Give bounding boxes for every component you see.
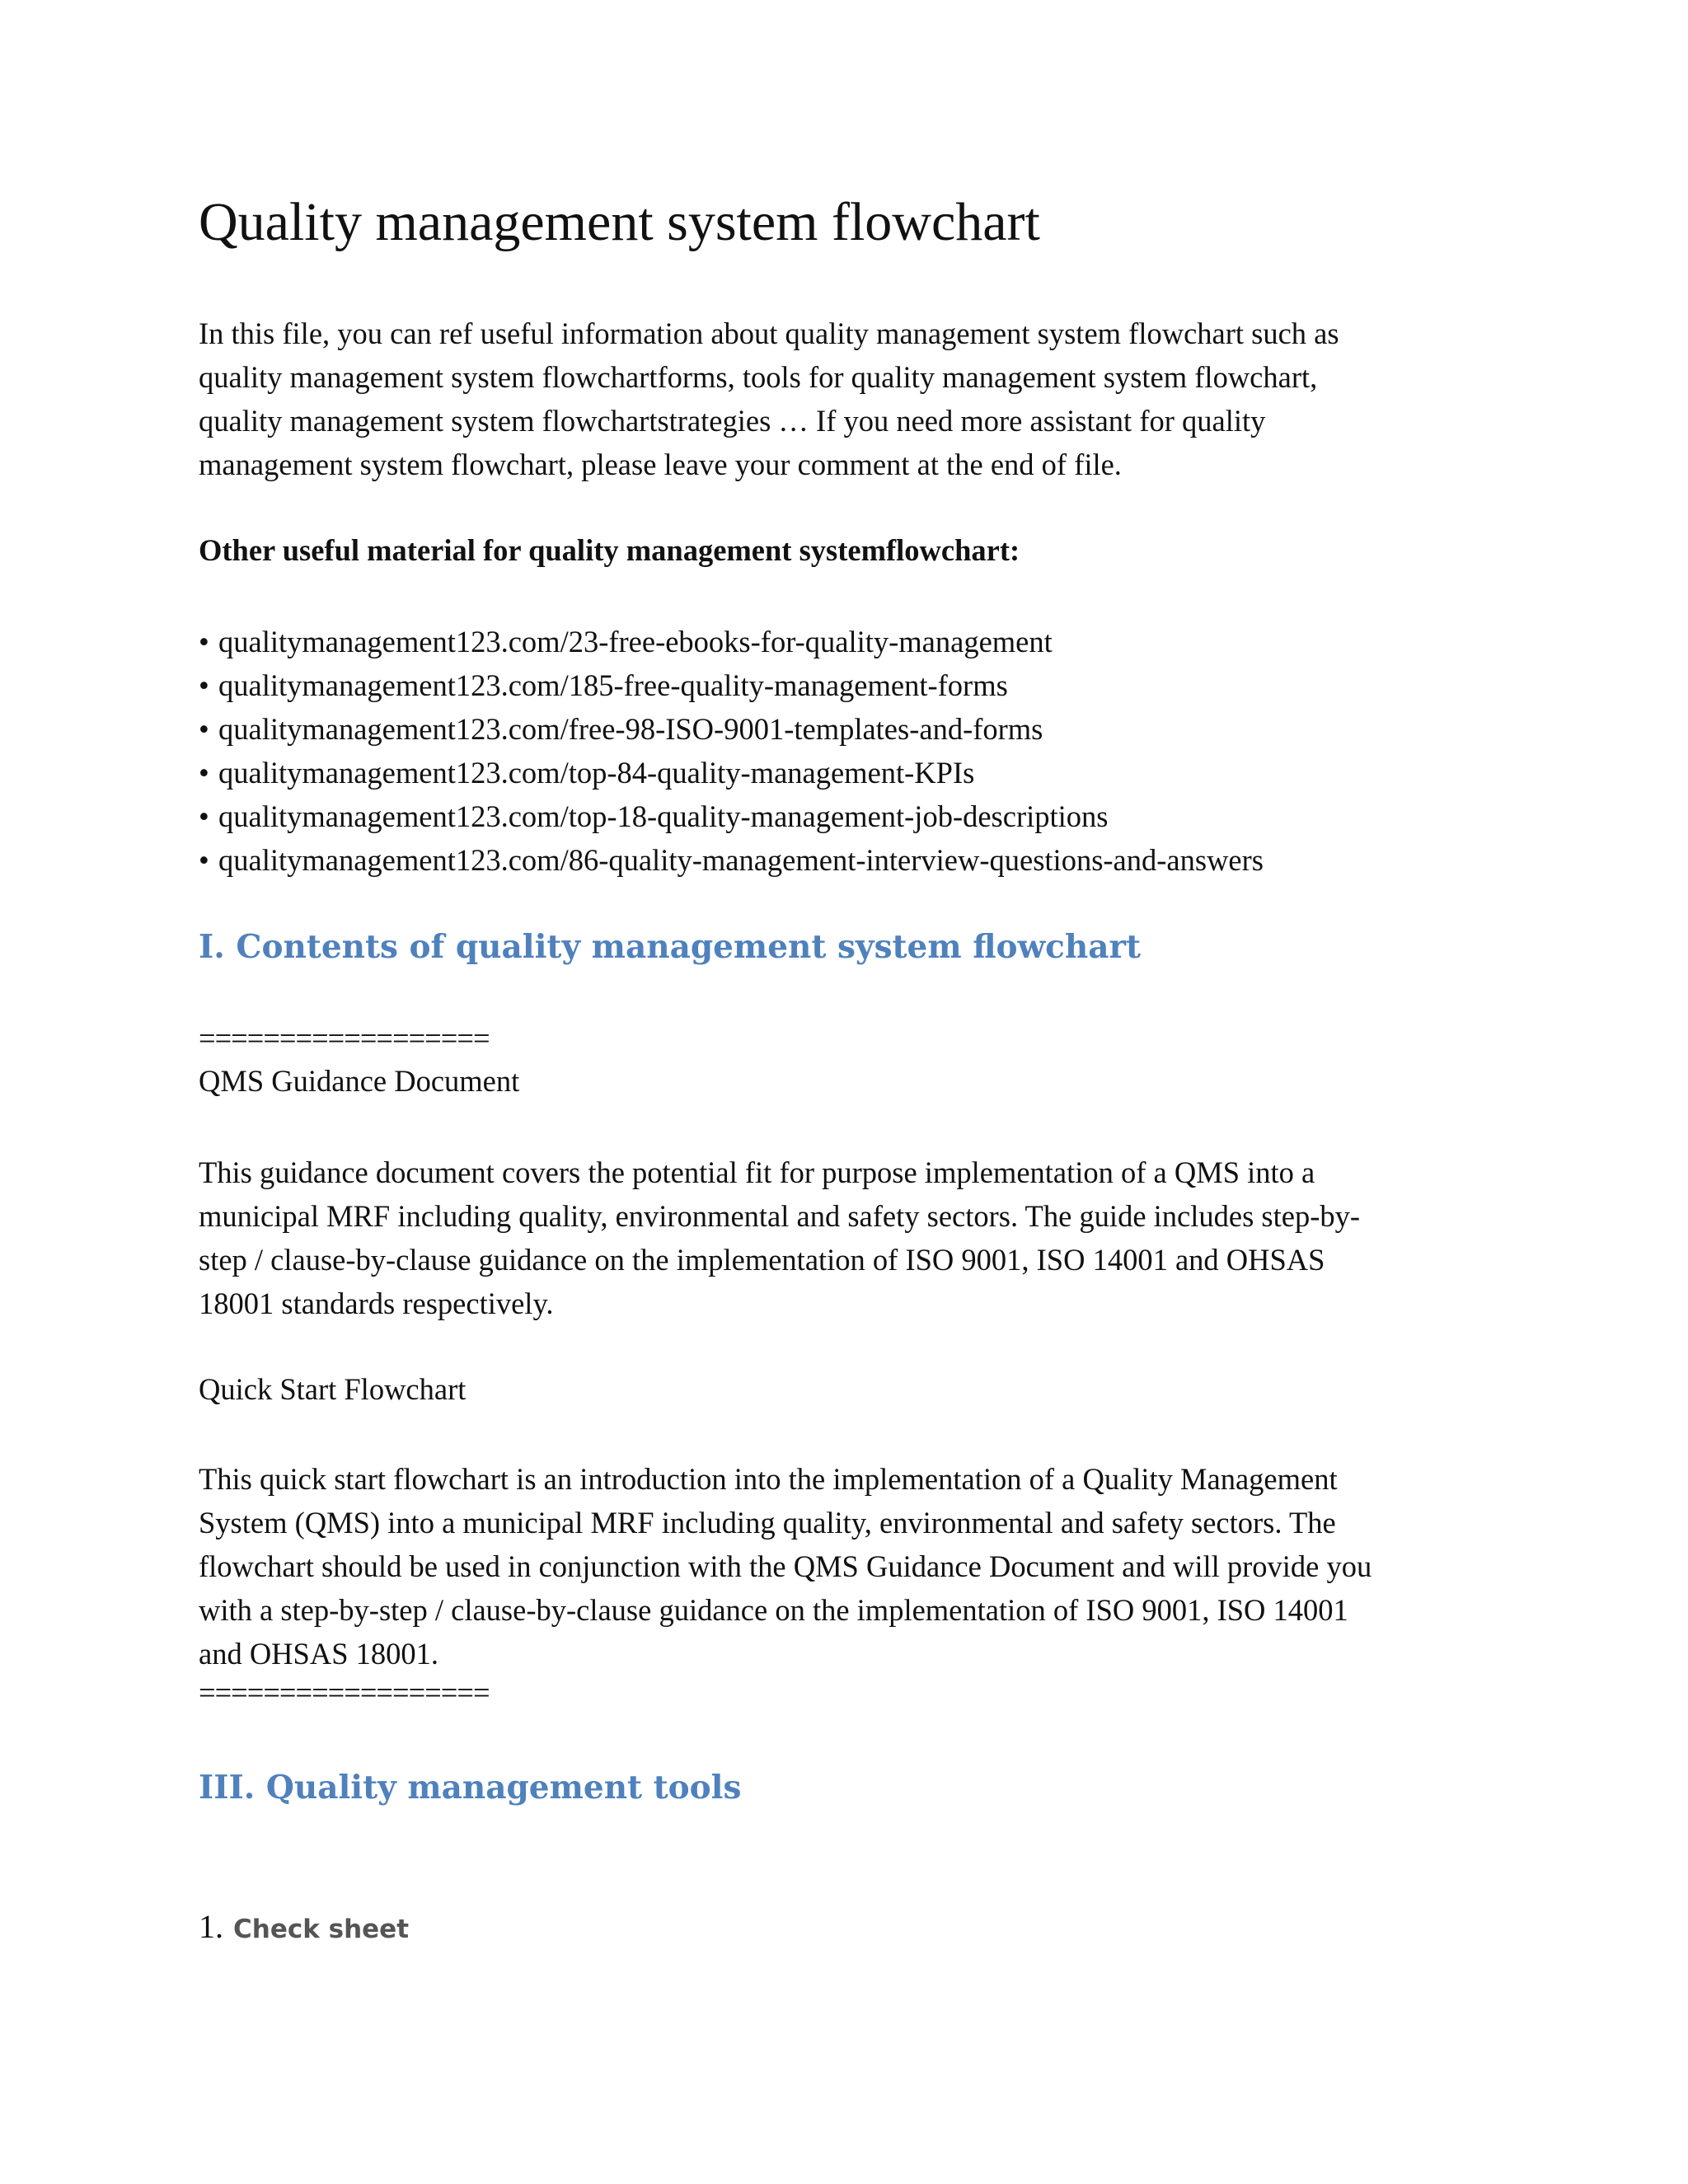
bullet-icon: •	[199, 625, 209, 658]
tool-list-item	[199, 1907, 409, 1946]
intro-line: In this file, you can ref useful information about quality management system flowchart such as	[199, 316, 1339, 350]
qms-guidance-line: step / clause-by-clause guidance on the implementation of ISO 9001, ISO 14001 and OHSAS	[199, 1243, 1325, 1277]
bullet-icon: •	[199, 799, 209, 833]
resource-link-item[interactable]	[199, 751, 1264, 794]
separator-line: ==================	[199, 1675, 490, 1709]
resource-link-text[interactable]: qualitymanagement123.com/86-quality-management-interview-questions-and-answers	[218, 843, 1264, 877]
bullet-icon: •	[199, 712, 209, 746]
bullet-icon: •	[199, 668, 209, 702]
resource-link-list	[199, 620, 1264, 882]
section-heading-tools: III. Quality management tools	[199, 1769, 742, 1807]
quick-start-line: System (QMS) into a municipal MRF including quality, environmental and safety sectors. The	[199, 1506, 1336, 1540]
intro-line: management system flowchart, please leave your comment at the end of file.	[199, 448, 1122, 481]
resource-link-text[interactable]: qualitymanagement123.com/free-98-ISO-9001-templates-and-forms	[218, 712, 1043, 746]
tool-item-label: Check sheet	[233, 1915, 410, 1944]
resource-link-text[interactable]: qualitymanagement123.com/185-free-quality-management-forms	[218, 668, 1008, 702]
quick-start-line: flowchart should be used in conjunction with the QMS Guidance Document and will provide you	[199, 1549, 1372, 1583]
qms-guidance-title: QMS Guidance Document	[199, 1064, 520, 1098]
separator-line: ==================	[199, 1021, 490, 1055]
intro-line: quality management system flowchartforms, tools for quality management system flowchart,	[199, 360, 1318, 394]
resource-link-item[interactable]	[199, 663, 1264, 707]
intro-line: quality management system flowchartstrategies … If you need more assistant for quality	[199, 404, 1266, 438]
section-heading-contents: I. Contents of quality management system flowchart	[199, 928, 1142, 966]
qms-guidance-line: This guidance document covers the potential fit for purpose implementation of a QMS into a	[199, 1155, 1315, 1189]
resource-link-item[interactable]	[199, 794, 1264, 838]
quick-start-paragraph	[199, 1457, 1501, 1675]
resource-link-text[interactable]: qualitymanagement123.com/top-84-quality-management-KPIs	[218, 756, 975, 790]
resource-link-text[interactable]: qualitymanagement123.com/23-free-ebooks-for-quality-management	[218, 625, 1053, 658]
quick-start-title: Quick Start Flowchart	[199, 1372, 467, 1406]
resource-link-item[interactable]	[199, 620, 1264, 663]
bullet-icon: •	[199, 756, 209, 790]
qms-guidance-line: municipal MRF including quality, environmental and safety sectors. The guide includes step-by-	[199, 1199, 1361, 1233]
qms-guidance-line: 18001 standards respectively.	[199, 1286, 554, 1320]
page-title: Quality management system flowchart	[199, 192, 1040, 252]
tool-item-number: 1.	[199, 1908, 223, 1945]
qms-guidance-paragraph	[199, 1151, 1501, 1325]
resource-link-item[interactable]	[199, 707, 1264, 751]
resource-link-item[interactable]	[199, 838, 1264, 882]
quick-start-line: and OHSAS 18001.	[199, 1637, 439, 1671]
quick-start-line: with a step-by-step / clause-by-clause guidance on the implementation of ISO 9001, ISO 14001	[199, 1593, 1348, 1627]
quick-start-line: This quick start flowchart is an introduction into the implementation of a Quality Management	[199, 1462, 1338, 1496]
resource-link-text[interactable]: qualitymanagement123.com/top-18-quality-management-job-descriptions	[218, 799, 1109, 833]
other-material-heading: Other useful material for quality management systemflowchart:	[199, 533, 1020, 567]
intro-paragraph	[199, 312, 1501, 486]
bullet-icon: •	[199, 843, 209, 877]
